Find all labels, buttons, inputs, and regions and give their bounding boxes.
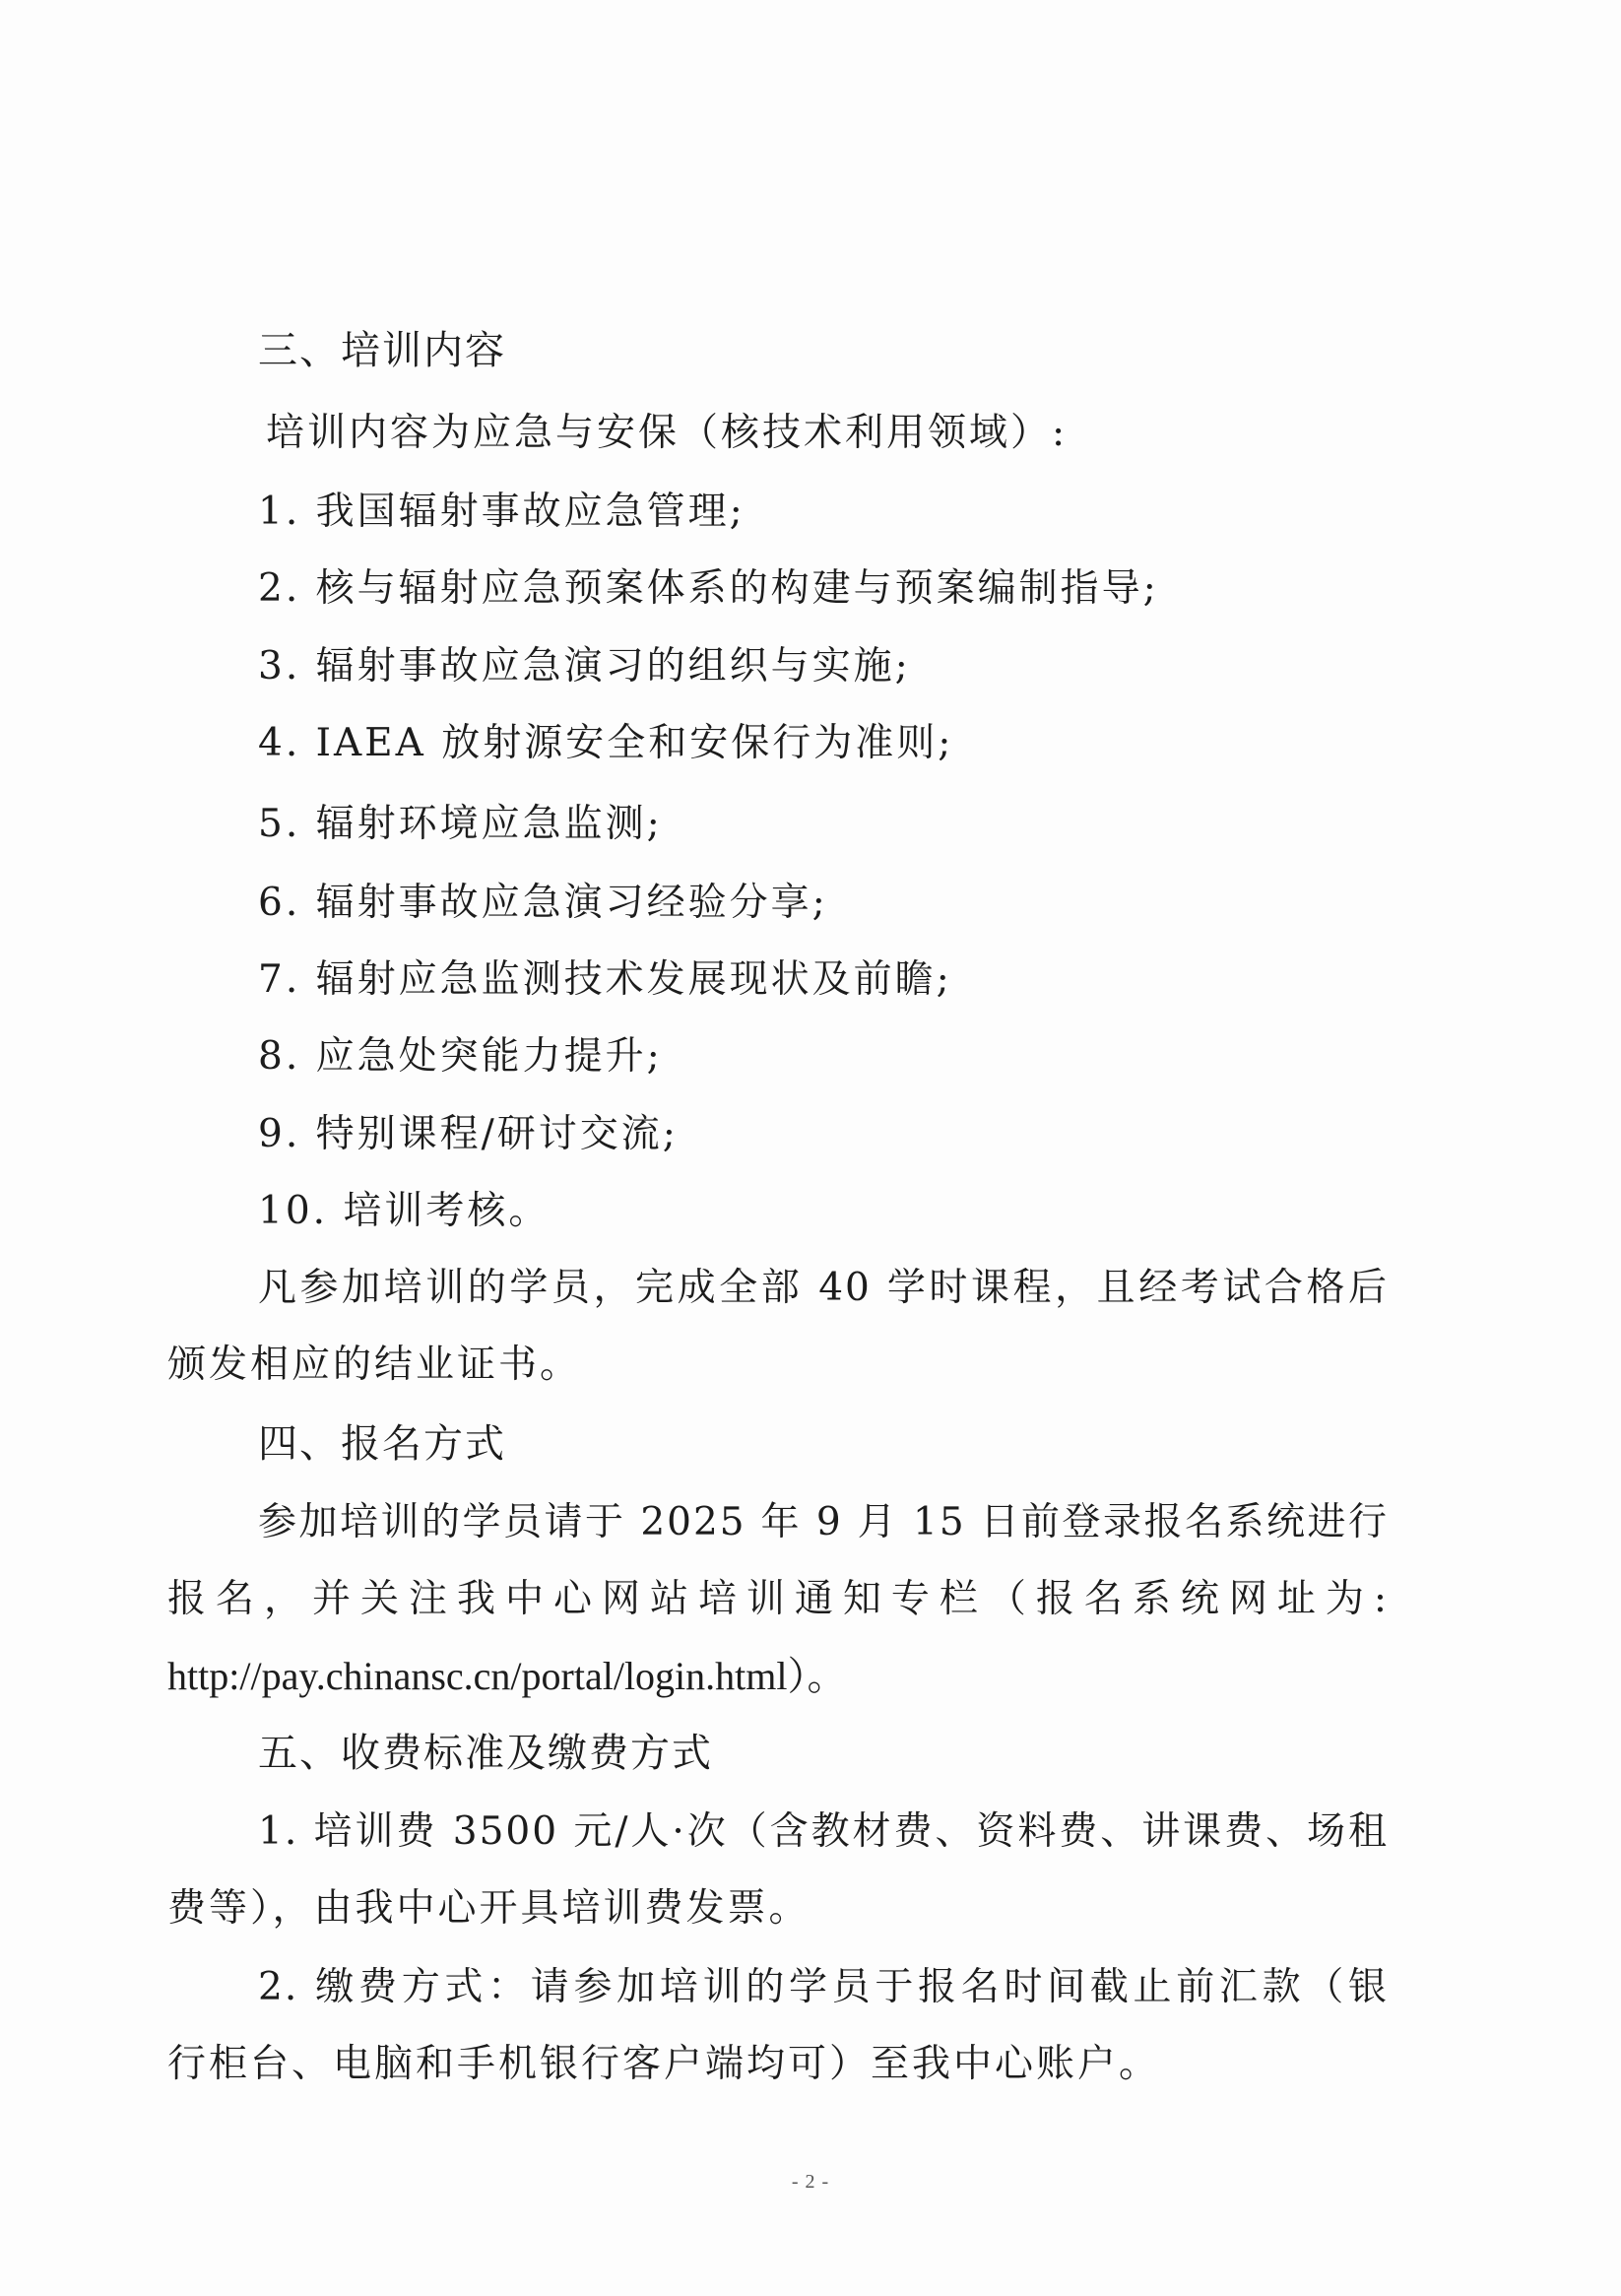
section-4-heading: 四、报名方式 — [258, 1421, 506, 1467]
registration-url-line: http://pay.chinansc.cn/portal/login.html）。 — [167, 1654, 847, 1698]
content-item-1: 1. 我国辐射事故应急管理; — [258, 490, 746, 534]
content-item-3: 3. 辐射事故应急演习的组织与实施; — [258, 644, 911, 689]
certificate-text-line-2: 颁发相应的结业证书。 — [167, 1343, 582, 1387]
content-item-7: 7. 辐射应急监测技术发展现状及前瞻; — [258, 957, 952, 1002]
section-5-heading: 五、收费标准及缴费方式 — [258, 1731, 713, 1776]
content-item-10: 10. 培训考核。 — [258, 1189, 551, 1233]
section-3-heading: 三、培训内容 — [258, 328, 506, 373]
fee-text-line-1: 1. 培训费 3500 元/人·次（含教材费、资料费、讲课费、场租 — [258, 1809, 1389, 1854]
certificate-text-line-1: 凡参加培训的学员，完成全部 40 学时课程，且经考试合格后 — [258, 1266, 1389, 1310]
registration-text-line-2: 报名，并关注我中心网站培训通知专栏（报名系统网址为: — [167, 1577, 1389, 1621]
page-number: - 2 - — [791, 2171, 830, 2193]
fee-text-line-2: 费等），由我中心开具培训费发票。 — [167, 1886, 810, 1931]
content-item-9: 9. 特别课程/研讨交流; — [258, 1112, 679, 1156]
payment-text-line-2: 行柜台、电脑和手机银行客户端均可）至我中心账户。 — [167, 2042, 1161, 2086]
content-item-2: 2. 核与辐射应急预案体系的构建与预案编制指导; — [258, 566, 1159, 611]
payment-text-line-1: 2. 缴费方式：请参加培训的学员于报名时间截止前汇款（银 — [258, 1965, 1389, 2009]
content-item-8: 8. 应急处突能力提升; — [258, 1034, 663, 1079]
content-item-5: 5. 辐射环境应急监测; — [258, 802, 663, 846]
registration-text-line-1: 参加培训的学员请于 2025 年 9 月 15 日前登录报名系统进行 — [258, 1500, 1389, 1544]
content-item-6: 6. 辐射事故应急演习经验分享; — [258, 881, 828, 925]
content-item-4: 4. IAEA 放射源安全和安保行为准则; — [258, 721, 954, 765]
section-3-intro: 培训内容为应急与安保（核技术利用领域）: — [266, 411, 1069, 455]
